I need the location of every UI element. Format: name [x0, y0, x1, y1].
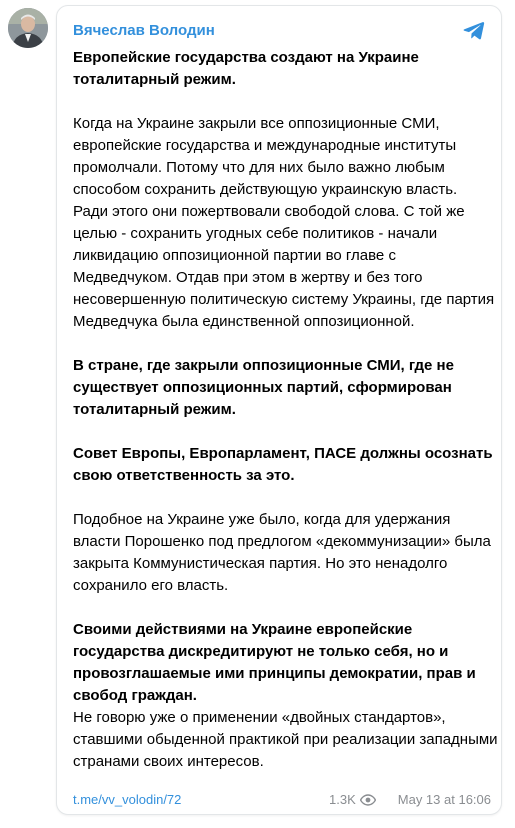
channel-author[interactable]: Вячеслав Володин — [73, 22, 215, 39]
post-paragraph: В стране, где закрыли оппозиционные СМИ, где не существует оппозиционных партий, сформирован тоталитарный режим. — [73, 357, 454, 418]
eye-icon — [360, 794, 376, 806]
avatar-photo — [8, 8, 48, 48]
telegram-icon[interactable] — [463, 20, 485, 40]
post-paragraph: Европейские государства создают на Украине тоталитарный режим. — [73, 49, 419, 88]
post-paragraph: Подобное на Украине уже было, когда для удержания власти Порошенко под предлогом «декоммунизации» была закрыта Коммунистическая партия. Но это ненадолго сохранило его власть. — [73, 511, 491, 594]
post-paragraph: Своими действиями на Украине европейские государства дискредитируют не только себя, но и провозглашаемые ими принципы демократии, прав и свобод граждан. — [73, 621, 476, 704]
post-text — [73, 47, 498, 773]
view-count: 1.3K — [329, 792, 356, 807]
post-meta — [329, 790, 491, 810]
message-bubble — [56, 5, 502, 815]
post-link[interactable]: t.me/vv_volodin/72 — [73, 792, 182, 807]
post-paragraph: Ради этого они пожертвовали свободой слова. С той же целью - сохранить угодных себе политиков - начали ликвидацию оппозиционной партии во главе с Медведчуком. Отдав при этом в жертву и без того несовершенную политическую систему Украины, где партия Медведчука была единственной оппозиционной. — [73, 203, 495, 330]
post-date: May 13 at 16:06 — [397, 792, 491, 807]
avatar[interactable] — [8, 8, 48, 48]
message-footer — [73, 790, 491, 810]
post-paragraph: Не говорю уже о применении «двойных стандартов», ставшими обыденной практикой при реализации западными странами своих интересов. — [73, 709, 498, 770]
post-paragraph: Совет Европы, Европарламент, ПАСЕ должны осознать свою ответственность за это. — [73, 445, 493, 484]
post-paragraph: Когда на Украине закрыли все оппозиционные СМИ, европейские государства и международные институты промолчали. Потому что для них было важно любым способом сохранить действующую украинскую власть. — [73, 115, 458, 198]
